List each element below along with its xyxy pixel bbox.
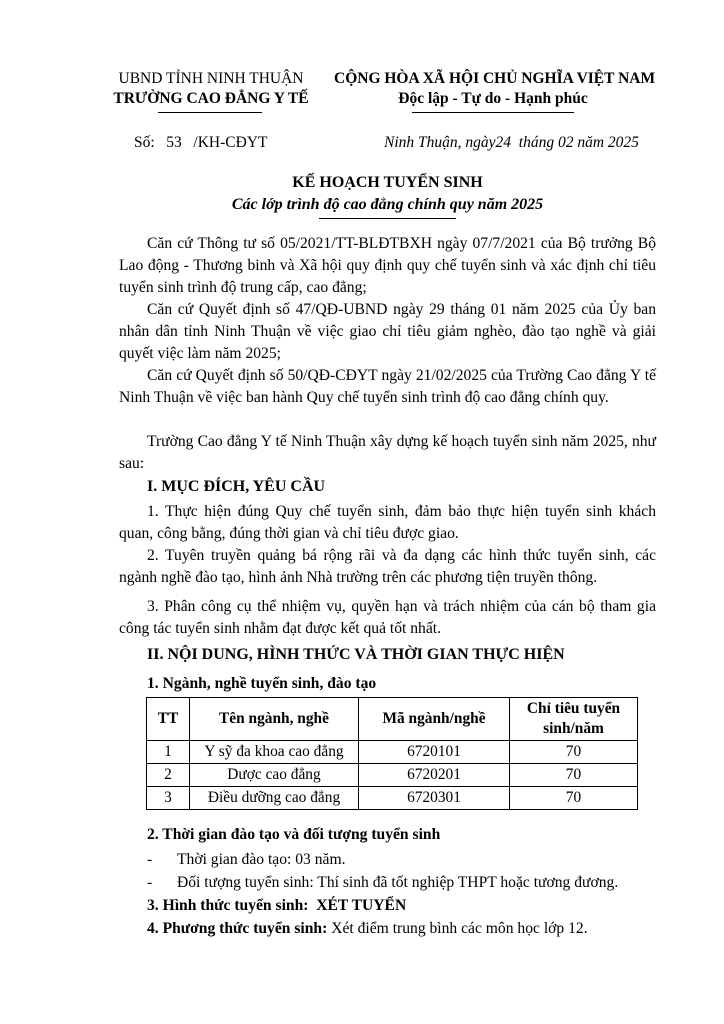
subsection-3	[147, 895, 406, 917]
table-row	[147, 787, 638, 810]
quota: 70	[510, 741, 638, 764]
place-date: Ninh Thuận, ngày24 tháng 02 năm 2025	[384, 134, 639, 151]
column-header-major-name: Tên ngành, nghề	[190, 698, 359, 741]
row-index: 3	[147, 787, 190, 810]
section-1-item-1: 1. Thực hiện đúng Quy chế tuyển sinh, đảm bảo thực hiện tuyển sinh khách quan, công bằng, đúng thời gian và chỉ tiêu được giao.	[119, 503, 656, 542]
subsection-4-value: Xét điểm trung bình các môn học lớp 12.	[331, 920, 588, 937]
major-name: Y sỹ đa khoa cao đẳng	[190, 741, 359, 764]
preamble-paragraph-3: Căn cứ Quyết định số 50/QĐ-CĐYT ngày 21/02/2025 của Trường Cao đẳng Y tế Ninh Thuận về việc ban hành Quy chế tuyển sinh trình độ cao đẳng chính quy.	[119, 367, 656, 406]
quota: 70	[510, 787, 638, 810]
section-1-heading: I. MỤC ĐÍCH, YÊU CẦU	[147, 478, 326, 495]
subsection-3-value: XÉT TUYỂN	[316, 897, 407, 914]
column-header-major-code: Mã ngành/nghề	[359, 698, 510, 741]
subsection-2-item-1: - Thời gian đào tạo: 03 năm.	[147, 851, 346, 868]
preamble-paragraph-1: Căn cứ Thông tư số 05/2021/TT-BLĐTBXH ngày 07/7/2021 của Bộ trưởng Bộ Lao động - Thương binh và Xã hội quy định quy chế tuyển sinh và xác định chỉ tiêu tuyển sinh trình độ trung cấp, cao đẳng;	[119, 235, 656, 296]
section-1-item-2: 2. Tuyên truyền quảng bá rộng rãi và đa dạng các hình thức tuyển sinh, các ngành nghề đào tạo, hình ảnh Nhà trường trên các phương tiện truyền thông.	[119, 547, 656, 586]
preamble-paragraph-4: Trường Cao đẳng Y tế Ninh Thuận xây dựng kế hoạch tuyển sinh năm 2025, như sau:	[119, 433, 656, 472]
subsection-4	[147, 918, 588, 940]
major-code: 6720201	[359, 764, 510, 787]
issuer-school: TRƯỜNG CAO ĐẲNG Y TẾ	[113, 90, 309, 107]
document-number: Số: 53 /KH-CĐYT	[134, 134, 268, 151]
subsection-1-heading: 1. Ngành, nghề tuyển sinh, đào tạo	[147, 675, 377, 692]
issuer-underline	[158, 112, 262, 113]
section-1-item-3: 3. Phân công cụ thể nhiệm vụ, quyền hạn và trách nhiệm của cán bộ tham gia công tác tuyển sinh nhằm đạt được kết quả tốt nhất.	[119, 598, 656, 637]
document-title: KẾ HOẠCH TUYỂN SINH	[292, 174, 483, 191]
preamble-paragraph-2: Căn cứ Quyết định số 47/QĐ-UBND ngày 29 tháng 01 năm 2025 của Ủy ban nhân dân tỉnh Ninh Thuận về việc giao chỉ tiêu giảm nghèo, đào tạo nghề và giải quyết việc làm năm 2025;	[119, 301, 656, 362]
title-underline	[319, 218, 456, 219]
document-subtitle: Các lớp trình độ cao đẳng chính quy năm 2025	[231, 196, 544, 213]
subsection-2-heading: 2. Thời gian đào tạo và đối tượng tuyển sinh	[147, 826, 441, 843]
major-code: 6720301	[359, 787, 510, 810]
column-header-quota: Chỉ tiêu tuyển sinh/năm	[510, 698, 638, 741]
subsection-3-label: 3. Hình thức tuyển sinh:	[147, 897, 309, 914]
major-code: 6720101	[359, 741, 510, 764]
major-name: Điều dưỡng cao đẳng	[190, 787, 359, 810]
quota: 70	[510, 764, 638, 787]
majors-table	[146, 697, 638, 810]
national-title: CỘNG HÒA XÃ HỘI CHỦ NGHĨA VIỆT NAM	[334, 70, 656, 87]
issuer-authority: UBND TỈNH NINH THUẬN	[118, 70, 304, 87]
subsection-2-item-2: - Đối tượng tuyển sinh: Thí sinh đã tốt nghiệp THPT hoặc tương đương.	[147, 874, 619, 891]
table-header-row	[147, 698, 638, 741]
row-index: 2	[147, 764, 190, 787]
subsection-4-label: 4. Phương thức tuyển sinh:	[147, 920, 328, 937]
row-index: 1	[147, 741, 190, 764]
major-name: Dược cao đẳng	[190, 764, 359, 787]
column-header-tt: TT	[147, 698, 190, 741]
table-row	[147, 764, 638, 787]
section-2-heading: II. NỘI DUNG, HÌNH THỨC VÀ THỜI GIAN THỰC HIỆN	[147, 646, 565, 663]
motto-underline	[412, 112, 574, 113]
national-motto: Độc lập - Tự do - Hạnh phúc	[398, 90, 588, 107]
table-row	[147, 741, 638, 764]
